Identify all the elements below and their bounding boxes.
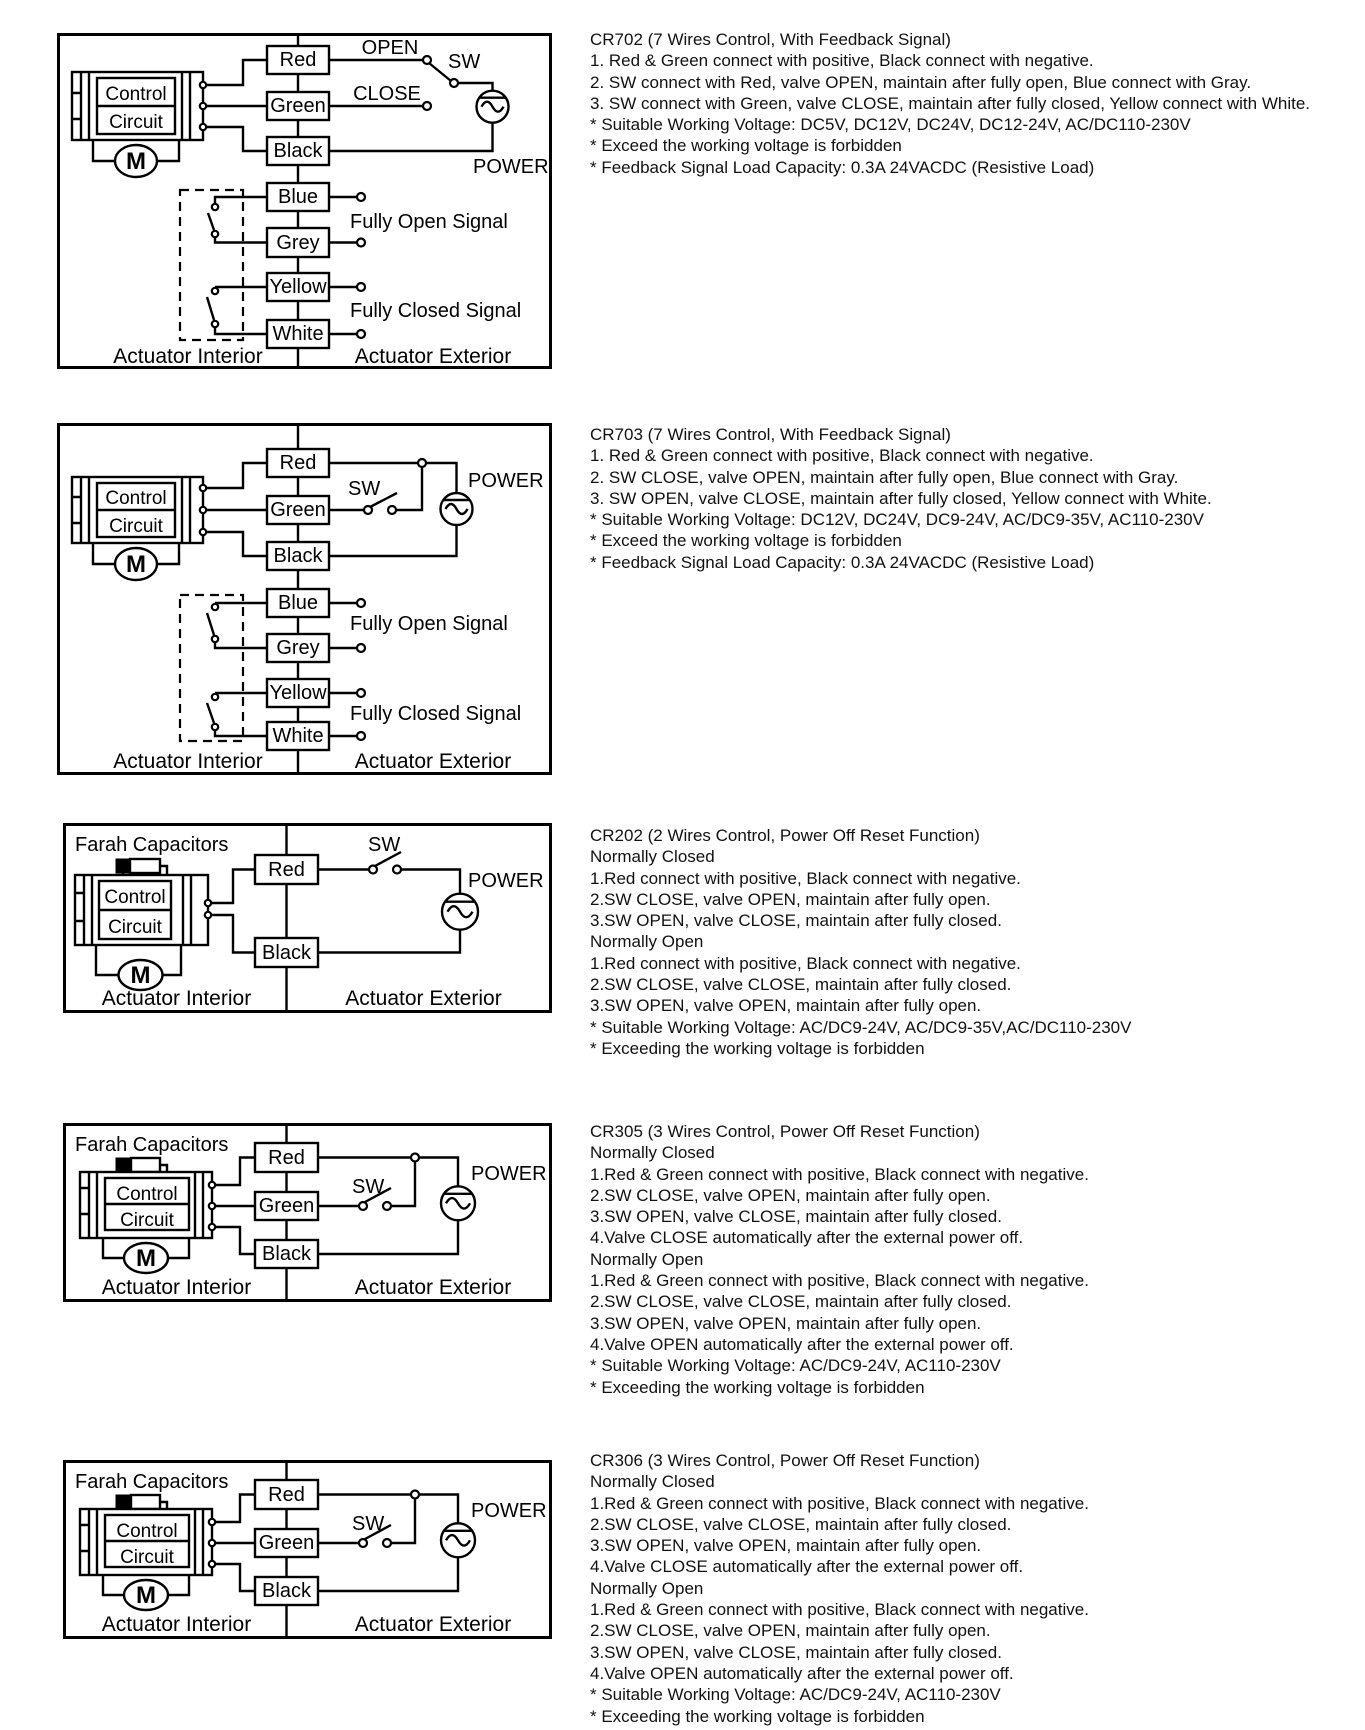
control-label: Control bbox=[105, 488, 167, 509]
spec-line: * Exceeding the working voltage is forbidden bbox=[590, 1038, 925, 1058]
wire-label-green: Green bbox=[258, 1532, 315, 1554]
farah-capacitors-label: Farah Capacitors bbox=[75, 1134, 229, 1156]
control-circuit-block bbox=[75, 875, 208, 945]
sw-label: SW bbox=[352, 1176, 385, 1198]
spec-line: 4.Valve OPEN automatically after the external power off. bbox=[590, 1334, 1014, 1354]
diagram-cr702 bbox=[57, 33, 552, 369]
spec-line: CR703 (7 Wires Control, With Feedback Signal) bbox=[590, 425, 951, 444]
spec-line: 2.SW CLOSE, valve CLOSE, maintain after fully closed. bbox=[590, 975, 1012, 995]
spec-line: 2.SW CLOSE, valve OPEN, maintain after fully open. bbox=[590, 1621, 991, 1641]
power-source bbox=[477, 91, 509, 123]
interior-label: Actuator Interior bbox=[101, 1276, 252, 1299]
interior-label: Actuator Interior bbox=[113, 750, 263, 773]
motor-label: M bbox=[136, 1582, 156, 1609]
wire-label-green: Green bbox=[270, 95, 326, 117]
spec-text-cr306 bbox=[590, 1450, 1089, 1727]
motor-label: M bbox=[130, 962, 151, 989]
spec-line: 2.SW CLOSE, valve OPEN, maintain after fully open. bbox=[590, 1185, 991, 1205]
limit-switches bbox=[180, 190, 267, 340]
sw-label: SW bbox=[348, 478, 381, 500]
power-source bbox=[441, 493, 473, 525]
wire-label-black: Black bbox=[262, 1580, 311, 1602]
spec-line: 3. SW OPEN, valve CLOSE, maintain after fully closed, Yellow connect with White. bbox=[590, 488, 1212, 508]
control-circuit-block bbox=[80, 1172, 212, 1238]
fully-closed-label: Fully Closed Signal bbox=[350, 300, 522, 322]
spec-line: * Exceeding the working voltage is forbidden bbox=[590, 1377, 925, 1397]
close-terminal bbox=[423, 102, 431, 110]
diagram-cr306 bbox=[63, 1460, 552, 1639]
wiring bbox=[209, 1491, 458, 1592]
spec-line: * Suitable Working Voltage: AC/DC9-24V, AC110-230V bbox=[590, 1356, 1001, 1376]
sw-label: SW bbox=[352, 1513, 385, 1535]
diagram-cr202 bbox=[63, 823, 552, 1013]
wire-label-black: Black bbox=[273, 545, 323, 567]
control-label: Control bbox=[105, 84, 167, 105]
sw-label: SW bbox=[368, 834, 401, 856]
open-label: OPEN bbox=[361, 37, 419, 59]
spec-line: 4.Valve CLOSE automatically after the external power off. bbox=[590, 1557, 1024, 1577]
spec-line: 3. SW connect with Green, valve CLOSE, maintain after fully closed, Yellow connect with White. bbox=[590, 93, 1311, 113]
spec-line: 1. Red & Green connect with positive, Black connect with negative. bbox=[590, 446, 1094, 466]
circuit-label: Circuit bbox=[108, 917, 162, 938]
power-source bbox=[442, 894, 478, 930]
wiring bbox=[205, 870, 460, 953]
wire-label-white: White bbox=[272, 725, 324, 747]
spec-text-cr703 bbox=[590, 424, 1212, 573]
power-label: POWER bbox=[471, 1163, 547, 1185]
motor-label: M bbox=[136, 1245, 156, 1272]
motor bbox=[103, 1238, 189, 1273]
control-label: Control bbox=[116, 1521, 178, 1542]
spec-line: 1.Red & Green connect with positive, Black connect with negative. bbox=[590, 1600, 1089, 1620]
capacitor bbox=[116, 1158, 167, 1172]
control-label: Control bbox=[104, 887, 166, 908]
wire-label-grey: Grey bbox=[276, 637, 320, 659]
wire-terminal-boxes bbox=[255, 1480, 318, 1605]
spec-line: * Suitable Working Voltage: AC/DC9-24V, AC/DC9-35V,AC/DC110-230V bbox=[590, 1017, 1132, 1037]
exterior-label: Actuator Exterior bbox=[354, 345, 512, 368]
wire-label-red: Red bbox=[268, 1484, 305, 1506]
spec-line: Normally Closed bbox=[590, 1472, 715, 1492]
wire-terminal-boxes bbox=[255, 1143, 318, 1268]
wire-label-blue: Blue bbox=[277, 592, 319, 614]
exterior-label: Actuator Exterior bbox=[354, 750, 512, 773]
circuit-label: Circuit bbox=[109, 112, 163, 133]
spec-line: * Suitable Working Voltage: AC/DC9-24V, AC110-230V bbox=[590, 1685, 1001, 1705]
wire-label-green: Green bbox=[258, 1195, 315, 1217]
junction-terminal bbox=[418, 459, 426, 467]
junction-terminal bbox=[411, 1491, 419, 1499]
spec-line: CR306 (3 Wires Control, Power Off Reset Function) bbox=[590, 1451, 980, 1470]
spec-text-cr702 bbox=[590, 29, 1310, 178]
wire-label-black: Black bbox=[262, 1243, 311, 1265]
interior-label: Actuator Interior bbox=[101, 987, 252, 1010]
wire-label-black: Black bbox=[273, 140, 323, 162]
wire-label-blue: Blue bbox=[277, 186, 319, 208]
wire-label-yellow: Yellow bbox=[269, 276, 327, 298]
diagram-cr703 bbox=[57, 423, 552, 775]
control-circuit-block bbox=[80, 1509, 212, 1575]
spec-line: 1.Red connect with positive, Black connect with negative. bbox=[590, 953, 1021, 973]
limit-switch-enclosure bbox=[180, 190, 243, 340]
circuit-label: Circuit bbox=[120, 1210, 174, 1231]
power-source bbox=[441, 1186, 475, 1220]
spec-line: Normally Closed bbox=[590, 847, 715, 867]
spec-line: 4.Valve OPEN automatically after the external power off. bbox=[590, 1663, 1014, 1683]
interior-label: Actuator Interior bbox=[113, 345, 263, 368]
power-label: POWER bbox=[468, 870, 544, 892]
sw-switch bbox=[369, 852, 460, 893]
wire-label-yellow: Yellow bbox=[269, 682, 327, 704]
fully-closed-label: Fully Closed Signal bbox=[350, 703, 522, 725]
power-label: POWER bbox=[471, 1500, 547, 1522]
spec-line: * Feedback Signal Load Capacity: 0.3A 24VACDC (Resistive Load) bbox=[590, 157, 1095, 177]
spec-line: 1.Red & Green connect with positive, Black connect with negative. bbox=[590, 1493, 1089, 1513]
spec-line: 2.SW CLOSE, valve OPEN, maintain after fully open. bbox=[590, 889, 991, 909]
power-source bbox=[441, 1523, 475, 1557]
spec-line: 3.SW OPEN, valve CLOSE, maintain after fully closed. bbox=[590, 911, 1002, 931]
spec-line: 2.SW CLOSE, valve CLOSE, maintain after fully closed. bbox=[590, 1514, 1012, 1534]
motor bbox=[96, 945, 181, 990]
close-label: CLOSE bbox=[353, 83, 421, 105]
spec-line: 3.SW OPEN, valve OPEN, maintain after fully open. bbox=[590, 1536, 982, 1556]
spec-line: CR305 (3 Wires Control, Power Off Reset Function) bbox=[590, 1122, 980, 1141]
motor bbox=[93, 543, 179, 580]
spec-line: 3.SW OPEN, valve OPEN, maintain after fully open. bbox=[590, 1313, 982, 1333]
circuit-label: Circuit bbox=[120, 1547, 174, 1568]
capacitor bbox=[116, 859, 167, 875]
spec-line: 2.SW CLOSE, valve CLOSE, maintain after fully closed. bbox=[590, 1292, 1012, 1312]
spec-line: Normally Open bbox=[590, 1578, 704, 1598]
spec-line: * Suitable Working Voltage: DC12V, DC24V, DC9-24V, AC/DC9-35V, AC110-230V bbox=[590, 510, 1204, 530]
wire-label-red: Red bbox=[268, 1147, 305, 1169]
spec-line: Normally Open bbox=[590, 932, 704, 952]
capacitor bbox=[116, 1495, 167, 1509]
spec-line: CR702 (7 Wires Control, With Feedback Signal) bbox=[590, 30, 951, 49]
spec-line: 1.Red & Green connect with positive, Black connect with negative. bbox=[590, 1271, 1089, 1291]
limit-switches bbox=[180, 595, 267, 741]
spec-line: Normally Closed bbox=[590, 1143, 715, 1163]
spec-line: 1. Red & Green connect with positive, Black connect with negative. bbox=[590, 51, 1094, 71]
power-label: POWER bbox=[468, 470, 544, 492]
wire-label-red: Red bbox=[279, 452, 317, 474]
control-label: Control bbox=[116, 1184, 178, 1205]
spec-text-cr202 bbox=[590, 825, 1131, 1059]
wiring bbox=[209, 1154, 458, 1255]
wire-label-black: Black bbox=[262, 942, 311, 964]
spec-line: 4.Valve CLOSE automatically after the external power off. bbox=[590, 1228, 1024, 1248]
wire-label-grey: Grey bbox=[276, 232, 320, 254]
exterior-label: Actuator Exterior bbox=[354, 1613, 512, 1636]
spec-line: * Suitable Working Voltage: DC5V, DC12V, DC24V, DC12-24V, AC/DC110-230V bbox=[590, 115, 1191, 135]
circuit-label: Circuit bbox=[109, 516, 163, 537]
spec-line: * Exceed the working voltage is forbidden bbox=[590, 531, 902, 551]
spec-line: CR202 (2 Wires Control, Power Off Reset Function) bbox=[590, 826, 980, 845]
spec-line: * Feedback Signal Load Capacity: 0.3A 24VACDC (Resistive Load) bbox=[590, 552, 1095, 572]
control-circuit-block bbox=[72, 477, 203, 543]
spec-line: 3.SW OPEN, valve CLOSE, maintain after fully closed. bbox=[590, 1642, 1002, 1662]
fully-open-label: Fully Open Signal bbox=[350, 211, 508, 233]
interior-label: Actuator Interior bbox=[101, 1613, 252, 1636]
exterior-label: Actuator Exterior bbox=[354, 1276, 512, 1299]
motor bbox=[93, 140, 179, 177]
wire-label-white: White bbox=[272, 323, 324, 345]
farah-capacitors-label: Farah Capacitors bbox=[75, 1471, 229, 1493]
motor-label: M bbox=[126, 148, 146, 175]
motor bbox=[103, 1575, 189, 1610]
wire-label-red: Red bbox=[268, 859, 305, 881]
exterior-label: Actuator Exterior bbox=[345, 987, 502, 1010]
wire-label-green: Green bbox=[270, 499, 326, 521]
diagram-cr305 bbox=[63, 1123, 552, 1302]
spec-line: 1.Red connect with positive, Black connect with negative. bbox=[590, 868, 1021, 888]
spec-line: 3.SW OPEN, valve OPEN, maintain after fully open. bbox=[590, 996, 982, 1016]
spec-line: 3.SW OPEN, valve CLOSE, maintain after fully closed. bbox=[590, 1207, 1002, 1227]
control-circuit-block bbox=[72, 72, 203, 140]
spec-line: 2. SW connect with Red, valve OPEN, maintain after fully open, Blue connect with Gray. bbox=[590, 72, 1252, 92]
spec-line: Normally Open bbox=[590, 1249, 704, 1269]
sw-label: SW bbox=[448, 51, 481, 73]
motor-label: M bbox=[126, 551, 146, 578]
spec-line: 1.Red & Green connect with positive, Black connect with negative. bbox=[590, 1164, 1089, 1184]
fully-open-label: Fully Open Signal bbox=[350, 613, 508, 635]
wire-label-red: Red bbox=[279, 49, 317, 71]
farah-capacitors-label: Farah Capacitors bbox=[75, 834, 229, 856]
spec-line: 2. SW CLOSE, valve OPEN, maintain after fully open, Blue connect with Gray. bbox=[590, 467, 1179, 487]
spec-line: * Exceed the working voltage is forbidden bbox=[590, 136, 902, 156]
junction-terminal bbox=[411, 1154, 419, 1162]
power-label: POWER bbox=[473, 156, 549, 178]
spec-text-cr305 bbox=[590, 1121, 1089, 1398]
spec-line: * Exceeding the working voltage is forbidden bbox=[590, 1706, 925, 1726]
